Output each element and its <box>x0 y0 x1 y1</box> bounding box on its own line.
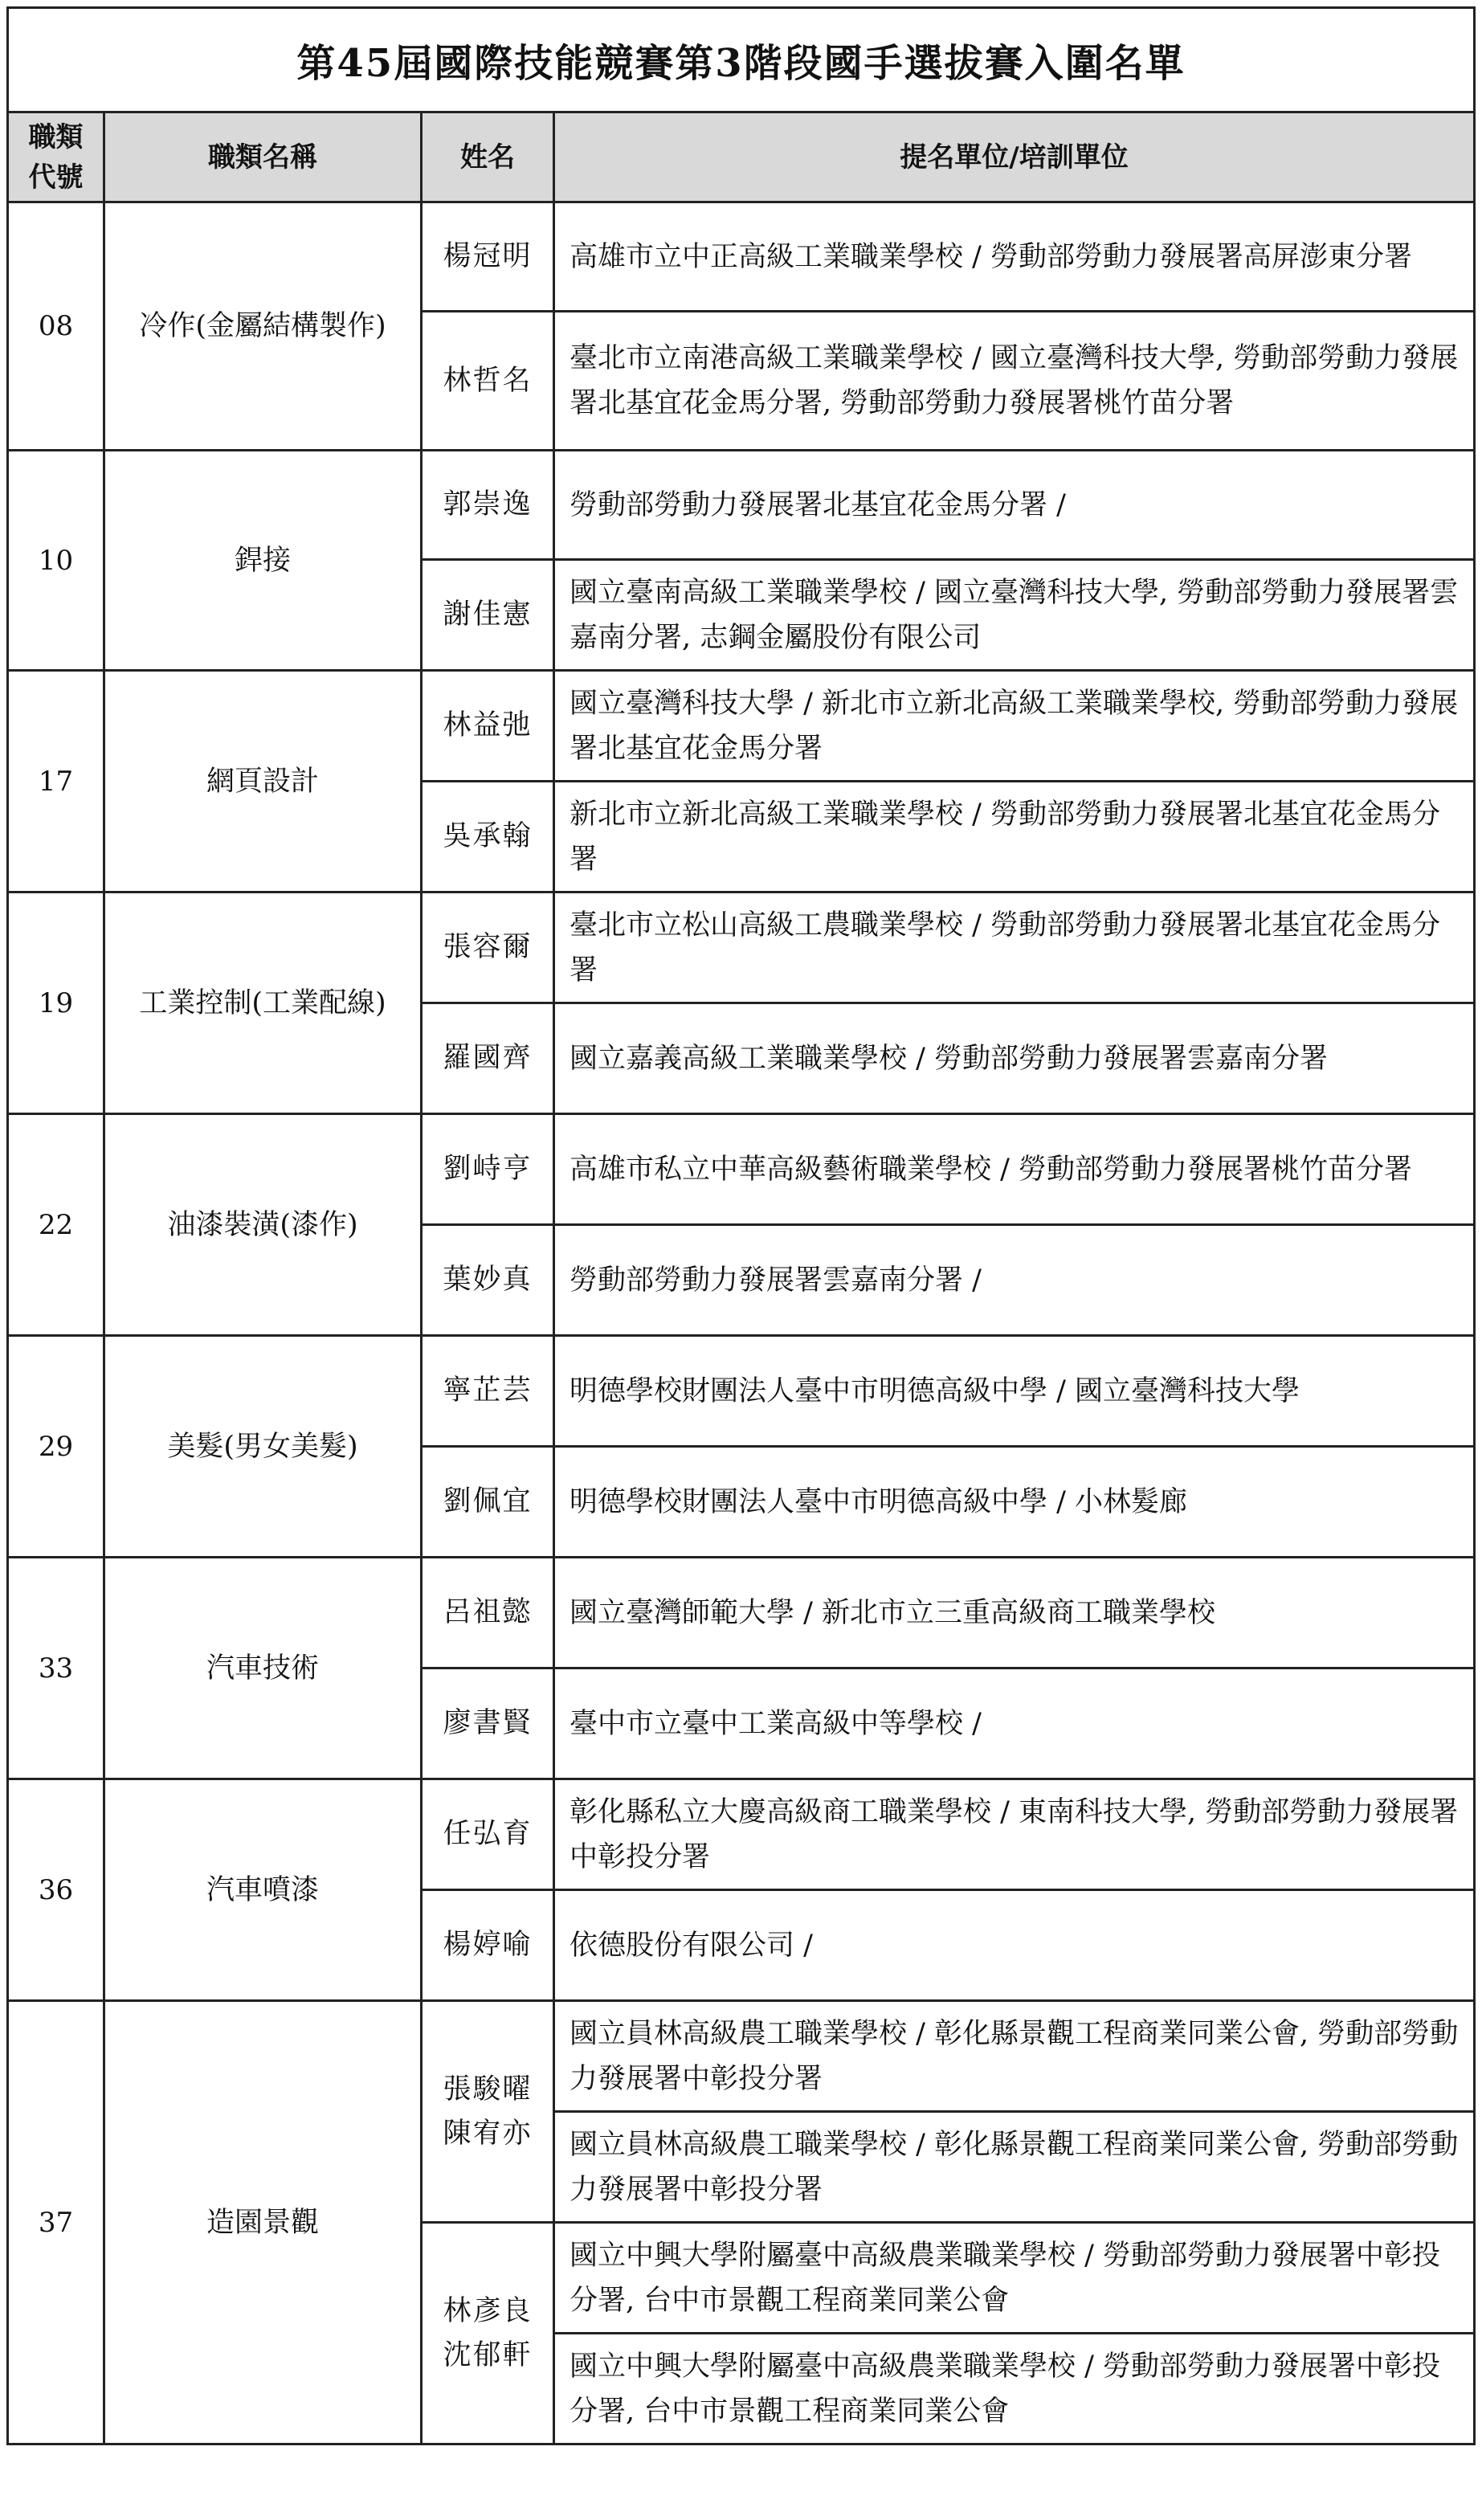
header-category: 職類名稱 <box>104 112 422 202</box>
category-code: 37 <box>8 2001 104 2444</box>
table-row <box>8 1558 1475 1668</box>
category-name: 汽車噴漆 <box>104 1779 422 2001</box>
nominating-units: 臺北市立松山高級工農職業學校 / 勞動部勞動力發展署北基宜花金馬分署 <box>554 892 1475 1003</box>
table-row <box>8 202 1475 312</box>
table-row <box>8 892 1475 1003</box>
category-name: 銲接 <box>104 451 422 671</box>
nominee-name: 楊婷喻 <box>422 1890 554 2001</box>
nominee-table <box>6 6 1476 2445</box>
nominee-name: 呂祖懿 <box>422 1558 554 1668</box>
table-row <box>8 1336 1475 1447</box>
nominating-units: 明德學校財團法人臺中市明德高級中學 / 小林髮廊 <box>554 1447 1475 1558</box>
nominating-units: 國立臺灣師範大學 / 新北市立三重高級商工職業學校 <box>554 1558 1475 1668</box>
category-code: 10 <box>8 451 104 671</box>
nominating-units: 國立中興大學附屬臺中高級農業職業學校 / 勞動部勞動力發展署中彰投分署, 台中市景觀工程商業同業公會 <box>554 2334 1475 2444</box>
header-units: 提名單位/培訓單位 <box>554 112 1475 202</box>
category-name: 美髮(男女美髮) <box>104 1336 422 1558</box>
table-row <box>8 2001 1475 2112</box>
nominating-units: 臺北市立南港高級工業職業學校 / 國立臺灣科技大學, 勞動部勞動力發展署北基宜花金馬分署, 勞動部勞動力發展署桃竹苗分署 <box>554 312 1475 451</box>
nominee-name: 劉佩宜 <box>422 1447 554 1558</box>
nominating-units: 明德學校財團法人臺中市明德高級中學 / 國立臺灣科技大學 <box>554 1336 1475 1447</box>
nominee-name: 楊冠明 <box>422 202 554 312</box>
category-code: 36 <box>8 1779 104 2001</box>
nominee-name: 任弘育 <box>422 1779 554 1890</box>
category-name: 汽車技術 <box>104 1558 422 1779</box>
nominating-units: 勞動部勞動力發展署北基宜花金馬分署 / <box>554 451 1475 560</box>
nominee-name: 張容爾 <box>422 892 554 1003</box>
category-name: 工業控制(工業配線) <box>104 892 422 1114</box>
nominating-units: 國立嘉義高級工業職業學校 / 勞動部勞動力發展署雲嘉南分署 <box>554 1003 1475 1114</box>
team-names: 張駿曜 陳宥亦 <box>422 2001 554 2223</box>
header-name: 姓名 <box>422 112 554 202</box>
table-row <box>8 671 1475 782</box>
category-code: 08 <box>8 202 104 451</box>
nominating-units: 高雄市立中正高級工業職業學校 / 勞動部勞動力發展署高屏澎東分署 <box>554 202 1475 312</box>
nominating-units: 勞動部勞動力發展署雲嘉南分署 / <box>554 1225 1475 1336</box>
category-name: 網頁設計 <box>104 671 422 892</box>
category-name: 造園景觀 <box>104 2001 422 2444</box>
nominating-units: 彰化縣私立大慶高級商工職業學校 / 東南科技大學, 勞動部勞動力發展署中彰投分署 <box>554 1779 1475 1890</box>
nominating-units: 依德股份有限公司 / <box>554 1890 1475 2001</box>
table-row <box>8 451 1475 560</box>
team-names: 林彥良 沈郁軒 <box>422 2223 554 2444</box>
table-row <box>8 1779 1475 1890</box>
nominee-name: 謝佳憲 <box>422 560 554 671</box>
category-name: 油漆裝潢(漆作) <box>104 1114 422 1336</box>
nominating-units: 國立員林高級農工職業學校 / 彰化縣景觀工程商業同業公會, 勞動部勞動力發展署中彰投分署 <box>554 2001 1475 2112</box>
table-row <box>8 1114 1475 1225</box>
table-title: 第45屆國際技能競賽第3階段國手選拔賽入圍名單 <box>8 8 1475 112</box>
nominating-units: 臺中市立臺中工業高級中等學校 / <box>554 1668 1475 1779</box>
nominee-name: 廖書賢 <box>422 1668 554 1779</box>
nominating-units: 國立員林高級農工職業學校 / 彰化縣景觀工程商業同業公會, 勞動部勞動力發展署中彰投分署 <box>554 2112 1475 2223</box>
nominating-units: 國立臺南高級工業職業學校 / 國立臺灣科技大學, 勞動部勞動力發展署雲嘉南分署, 志鋼金屬股份有限公司 <box>554 560 1475 671</box>
category-code: 19 <box>8 892 104 1114</box>
category-code: 29 <box>8 1336 104 1558</box>
nominee-name: 羅國齊 <box>422 1003 554 1114</box>
nominee-name: 葉妙真 <box>422 1225 554 1336</box>
category-code: 17 <box>8 671 104 892</box>
category-code: 33 <box>8 1558 104 1779</box>
nominating-units: 國立臺灣科技大學 / 新北市立新北高級工業職業學校, 勞動部勞動力發展署北基宜花金馬分署 <box>554 671 1475 782</box>
category-name: 冷作(金屬結構製作) <box>104 202 422 451</box>
category-code: 22 <box>8 1114 104 1336</box>
nominating-units: 新北市立新北高級工業職業學校 / 勞動部勞動力發展署北基宜花金馬分署 <box>554 782 1475 892</box>
nominating-units: 高雄市私立中華高級藝術職業學校 / 勞動部勞動力發展署桃竹苗分署 <box>554 1114 1475 1225</box>
nominee-name: 林哲名 <box>422 312 554 451</box>
nominee-name: 吳承翰 <box>422 782 554 892</box>
nominee-name: 寧芷芸 <box>422 1336 554 1447</box>
header-code: 職類代號 <box>8 112 104 202</box>
nominee-name: 郭崇逸 <box>422 451 554 560</box>
nominee-name: 林益弛 <box>422 671 554 782</box>
nominating-units: 國立中興大學附屬臺中高級農業職業學校 / 勞動部勞動力發展署中彰投分署, 台中市景觀工程商業同業公會 <box>554 2223 1475 2334</box>
nominee-name: 劉峙亨 <box>422 1114 554 1225</box>
